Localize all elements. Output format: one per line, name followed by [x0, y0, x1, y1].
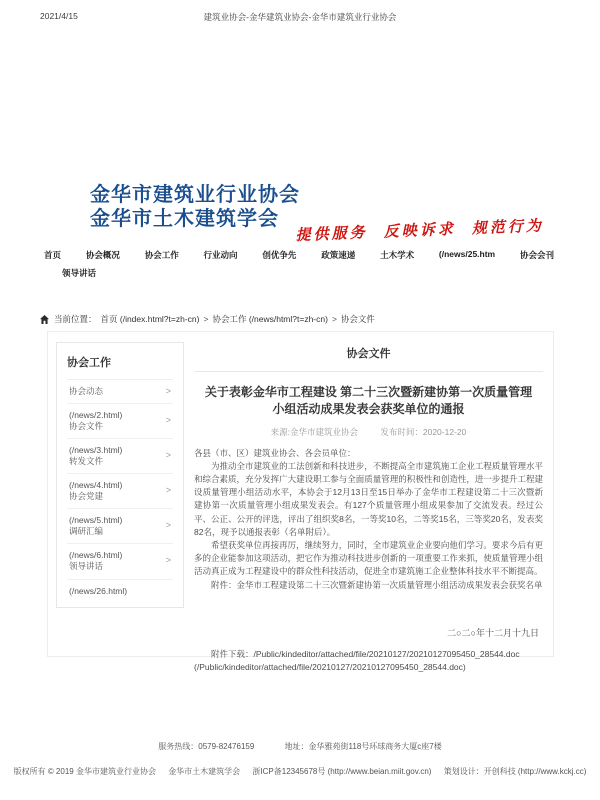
- sidebar-item-wenjian[interactable]: [67, 404, 173, 439]
- sidebar-item-label: 转发文件: [69, 456, 104, 467]
- breadcrumb-separator: >: [331, 314, 337, 324]
- nav-item-journal[interactable]: 协会会刊: [519, 250, 554, 260]
- footer: [0, 741, 600, 777]
- article-paragraph: 各县（市、区）建筑业协会、各会员单位：: [194, 447, 356, 458]
- sidebar-item-url: (/news/4.html): [69, 480, 123, 491]
- article-paragraph: 附件：金华市工程建设第二十三次暨新建协第一次质量管理小组活动成果发表会获奖名单: [211, 579, 543, 590]
- chevron-right-icon: >: [165, 415, 171, 426]
- sidebar-item-dongtai[interactable]: [67, 380, 173, 404]
- sidebar-item-zhuanfa[interactable]: [67, 439, 173, 474]
- footer-address: 地址：金华雅苑街118号环球商务大厦c座7楼: [284, 742, 442, 751]
- nav-item-civil-academic[interactable]: 土木学术: [380, 250, 415, 260]
- chevron-right-icon: >: [165, 555, 171, 566]
- nav-item-overview[interactable]: 协会概况: [85, 250, 120, 260]
- breadcrumb-current: 协会文件: [340, 314, 375, 324]
- site-logo: [90, 183, 300, 231]
- sidebar-title: 协会工作: [67, 354, 173, 380]
- breadcrumb: [40, 313, 375, 325]
- chevron-right-icon: >: [165, 485, 171, 496]
- footer-icp-link[interactable]: 浙ICP备12345678号 (http://www.beian.miit.gov.cn): [252, 767, 432, 776]
- nav-item-work[interactable]: 协会工作: [144, 250, 179, 260]
- sidebar-item-news26[interactable]: [67, 580, 173, 603]
- nav-item-excellence[interactable]: 创优争先: [262, 250, 297, 260]
- breadcrumb-work[interactable]: 协会工作 (/news/html?t=zh-cn): [212, 314, 328, 324]
- sidebar-item-dangjian[interactable]: [67, 474, 173, 509]
- article-body: [194, 447, 543, 592]
- article-title: 关于表彰金华市工程建设 第二十三次暨新建协第一次质量管理小组活动成果发表会获奖单位的通报: [204, 385, 533, 417]
- print-header: [0, 11, 600, 23]
- nav-item-leader-speeches[interactable]: 领导讲话: [62, 268, 97, 278]
- article-date-sign: 二○二○年十二月十九日: [447, 627, 539, 638]
- sidebar-item-url: (/news/3.html): [69, 445, 123, 456]
- attachment-block: [194, 648, 543, 675]
- nav-item-policy[interactable]: 政策速递: [321, 250, 356, 260]
- sidebar-item-label: 协会文件: [69, 421, 104, 432]
- nav-item-news25-link[interactable]: (/news/25.htm: [438, 249, 496, 259]
- chevron-right-icon: >: [165, 520, 171, 531]
- article-paragraph: 为推动全市建筑业的工法创新和科技进步，不断提高全市建筑施工企业工程质量管理水平和综合素质，充分发挥广大建设职工参与全面质量管理的积极性和创造性，进一步提升工程建设质量管理小组活动水平，本协会于12月13日至15日举办了金华市工程建设第二十三次暨新建协第一次质量管理小组成果发表会。有127个质量管理小组成果参加了交流发表。经过公平、公正、公开的评选，评出了组织奖8名，一等奖10名，二等奖15名，三等奖20名，发表奖82名，现予以通报表彰（名单附后）。: [194, 460, 543, 537]
- article-paragraph: 希望获奖单位再接再厉，继续努力，同时，全市建筑业企业要向他们学习。要求今后有更多的企业能参加这项活动，把它作为推动科技进步创新的一项重要工作来抓，使质量管理小组活动真正成为工程建设中的群众性科技活动，促进全市建筑施工企业整体科技水平不断提高。: [194, 539, 543, 577]
- attachment-url-link[interactable]: (/Public/kindeditor/attached/file/20210127/20210127095450_28544.doc): [194, 662, 466, 673]
- sidebar-item-url: (/news/5.html): [69, 515, 123, 526]
- sidebar-item-label: 协会党建: [69, 491, 104, 502]
- nav-item-home[interactable]: 首页: [44, 250, 62, 260]
- print-date: 2021/4/15: [40, 11, 78, 21]
- footer-contact: [0, 741, 600, 752]
- section-title: 协会文件: [194, 342, 543, 372]
- site-slogan: 提供服务 反映诉求 规范行为: [295, 217, 545, 245]
- chevron-right-icon: >: [165, 385, 171, 396]
- footer-design-link[interactable]: 策划设计：开创科技 (http://www.kckj.cc): [443, 767, 587, 776]
- article-source: 来源:金华市建筑业协会: [270, 426, 358, 437]
- article-publish-time: 发布时间：2020-12-20: [380, 426, 467, 437]
- attachment-label: 附件下载：: [211, 648, 254, 659]
- sidebar-item-lingdao[interactable]: [67, 544, 173, 579]
- footer-copyright: 版权所有 © 2019 金华市建筑业行业协会: [13, 767, 156, 776]
- sidebar-item-label: 领导讲话: [69, 561, 104, 572]
- sidebar: [56, 342, 184, 608]
- footer-org2: 金华市土木建筑学会: [168, 767, 241, 776]
- sidebar-item-url: (/news/6.html): [69, 550, 123, 561]
- article-content: [192, 342, 545, 675]
- site-logo-line2: 金华市土木建筑学会: [90, 208, 279, 230]
- site-logo-line1: 金华市建筑业行业协会: [90, 184, 300, 206]
- main-box: [47, 331, 554, 673]
- attachment-download[interactable]: [194, 648, 543, 662]
- print-title: 建筑业协会-金华建筑业协会-金华市建筑业行业协会: [203, 12, 397, 22]
- nav-row2: [62, 267, 96, 279]
- sidebar-item-label: 协会动态: [69, 386, 104, 396]
- breadcrumb-home[interactable]: 首页 (/index.html?t=zh-cn): [100, 314, 200, 324]
- breadcrumb-prefix: 当前位置：: [54, 314, 97, 324]
- breadcrumb-separator: >: [203, 314, 209, 324]
- main-nav: [44, 249, 554, 261]
- sidebar-item-url: (/news/2.html): [69, 410, 123, 421]
- home-icon: [40, 315, 49, 324]
- chevron-right-icon: >: [165, 450, 171, 461]
- footer-copyright-row: [0, 766, 600, 777]
- attachment-file-link[interactable]: /Public/kindeditor/attached/file/20210127/20210127095450_28544.doc: [253, 648, 520, 659]
- sidebar-item-diaoyan[interactable]: [67, 509, 173, 544]
- footer-hotline: 服务热线：0579-82476159: [158, 742, 255, 751]
- article-meta: [194, 426, 543, 438]
- nav-item-industry-trends[interactable]: 行业动向: [203, 250, 238, 260]
- sidebar-item-label: 调研汇编: [69, 526, 104, 537]
- sidebar-item-url: (/news/26.html): [69, 585, 128, 596]
